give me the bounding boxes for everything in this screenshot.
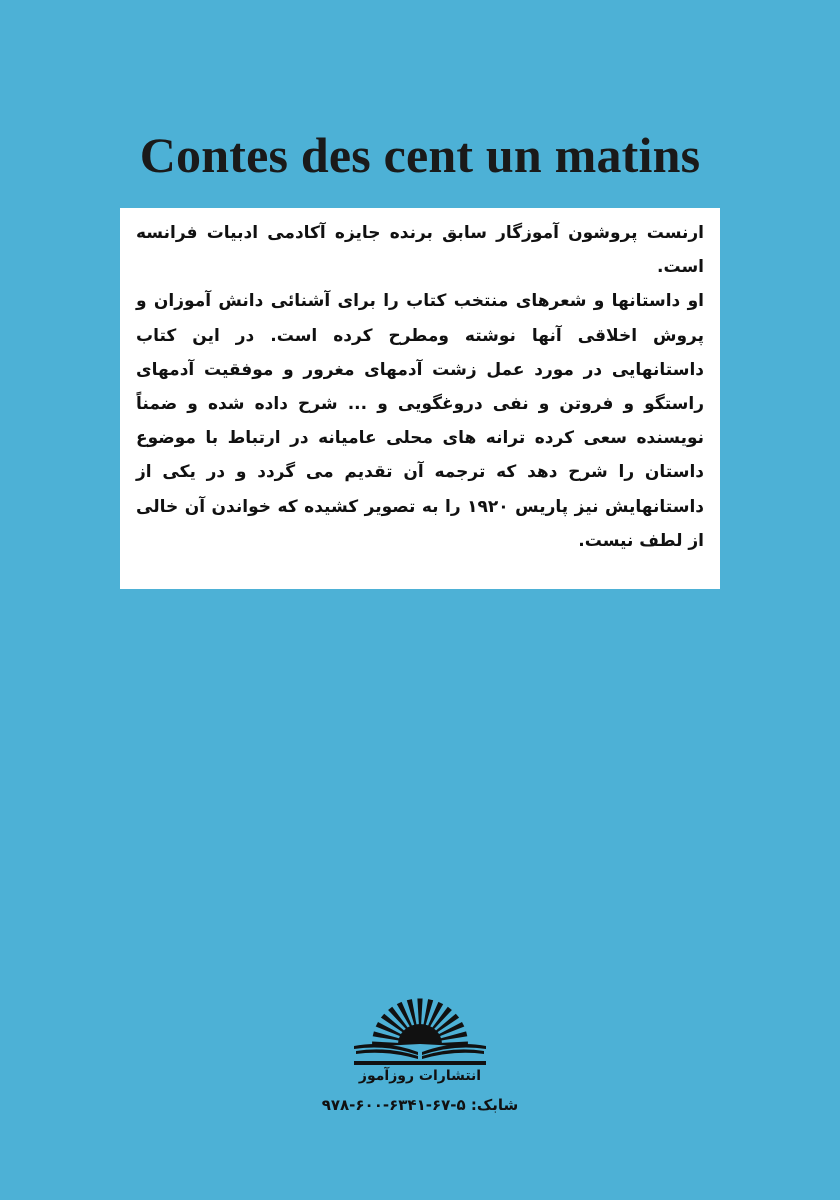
description-paragraph-1: ارنست پروشون آموزگار سابق برنده جایزه آکادمی ادبیات فرانسه است. — [136, 223, 704, 278]
publisher-logo-icon — [350, 992, 490, 1068]
description-paragraph-2: او داستانها و شعرهای منتخب کتاب را برای آشنائی دانش آموزان و پروش اخلاقی آنها نوشته ومطرح کرده است. در این کتاب داستانهایی در مورد عمل زشت آدمهای مغرور و موفقیت آدمهای راستگو و فروتن و نفی دروغگویی و ... شرح داده شده و ضمناً نویسنده سعی کرده ترانه های محلی عامیانه در ارتباط با موضوع داستان را شرح دهد که ترجمه آن تقدیم می گردد و در یکی از داستانهایش نیز پاریس ۱۹۲۰ را به تصویر کشیده که خواندن آن خالی از لطف نیست. — [136, 291, 704, 551]
description-box — [120, 208, 720, 589]
logo-book-base — [354, 1061, 486, 1065]
book-title: Contes des cent un matins — [139, 127, 701, 183]
isbn: شابک: ۵-۶۷-۶۳۴۱-۶۰۰-۹۷۸ — [321, 1096, 519, 1114]
publisher-name: انتشارات روزآموز — [358, 1068, 482, 1084]
